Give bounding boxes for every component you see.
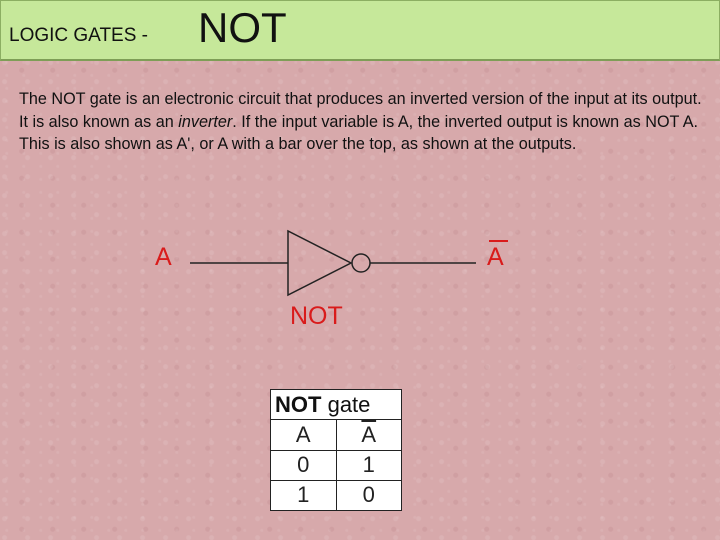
- table-cell-output: 1: [336, 450, 402, 480]
- truth-table-header-row: [271, 420, 402, 450]
- column-header-output: A: [336, 420, 402, 450]
- truth-table-title-rest: gate: [327, 391, 371, 417]
- table-cell-output: 0: [336, 480, 402, 510]
- truth-table-title: [271, 390, 402, 420]
- table-cell-input: 0: [271, 450, 337, 480]
- page-title: NOT: [198, 4, 287, 51]
- table-row: [271, 450, 402, 480]
- title-prefix: LOGIC GATES -: [9, 25, 149, 46]
- description-emphasis: inverter: [178, 112, 233, 131]
- gate-label: NOT: [290, 302, 343, 330]
- not-gate-symbol: [288, 231, 351, 295]
- table-cell-input: 1: [271, 480, 337, 510]
- input-label: A: [155, 243, 172, 271]
- truth-table-title-bold: NOT: [275, 391, 322, 417]
- truth-table-title-row: [271, 390, 402, 420]
- column-header-input: A: [271, 420, 337, 450]
- output-label: A: [487, 243, 504, 271]
- truth-table: [270, 389, 402, 511]
- inversion-bubble: [352, 254, 370, 272]
- description-text-1: The NOT gate is an electronic circuit that produces an inverted version of the input at its output. It is also known as an: [19, 90, 702, 131]
- table-row: [271, 480, 402, 510]
- description-text-2: . If the input variable is A, the inverted output is known as NOT A. This is also shown as A', or A with a bar over the top, as shown at the outputs.: [19, 112, 699, 153]
